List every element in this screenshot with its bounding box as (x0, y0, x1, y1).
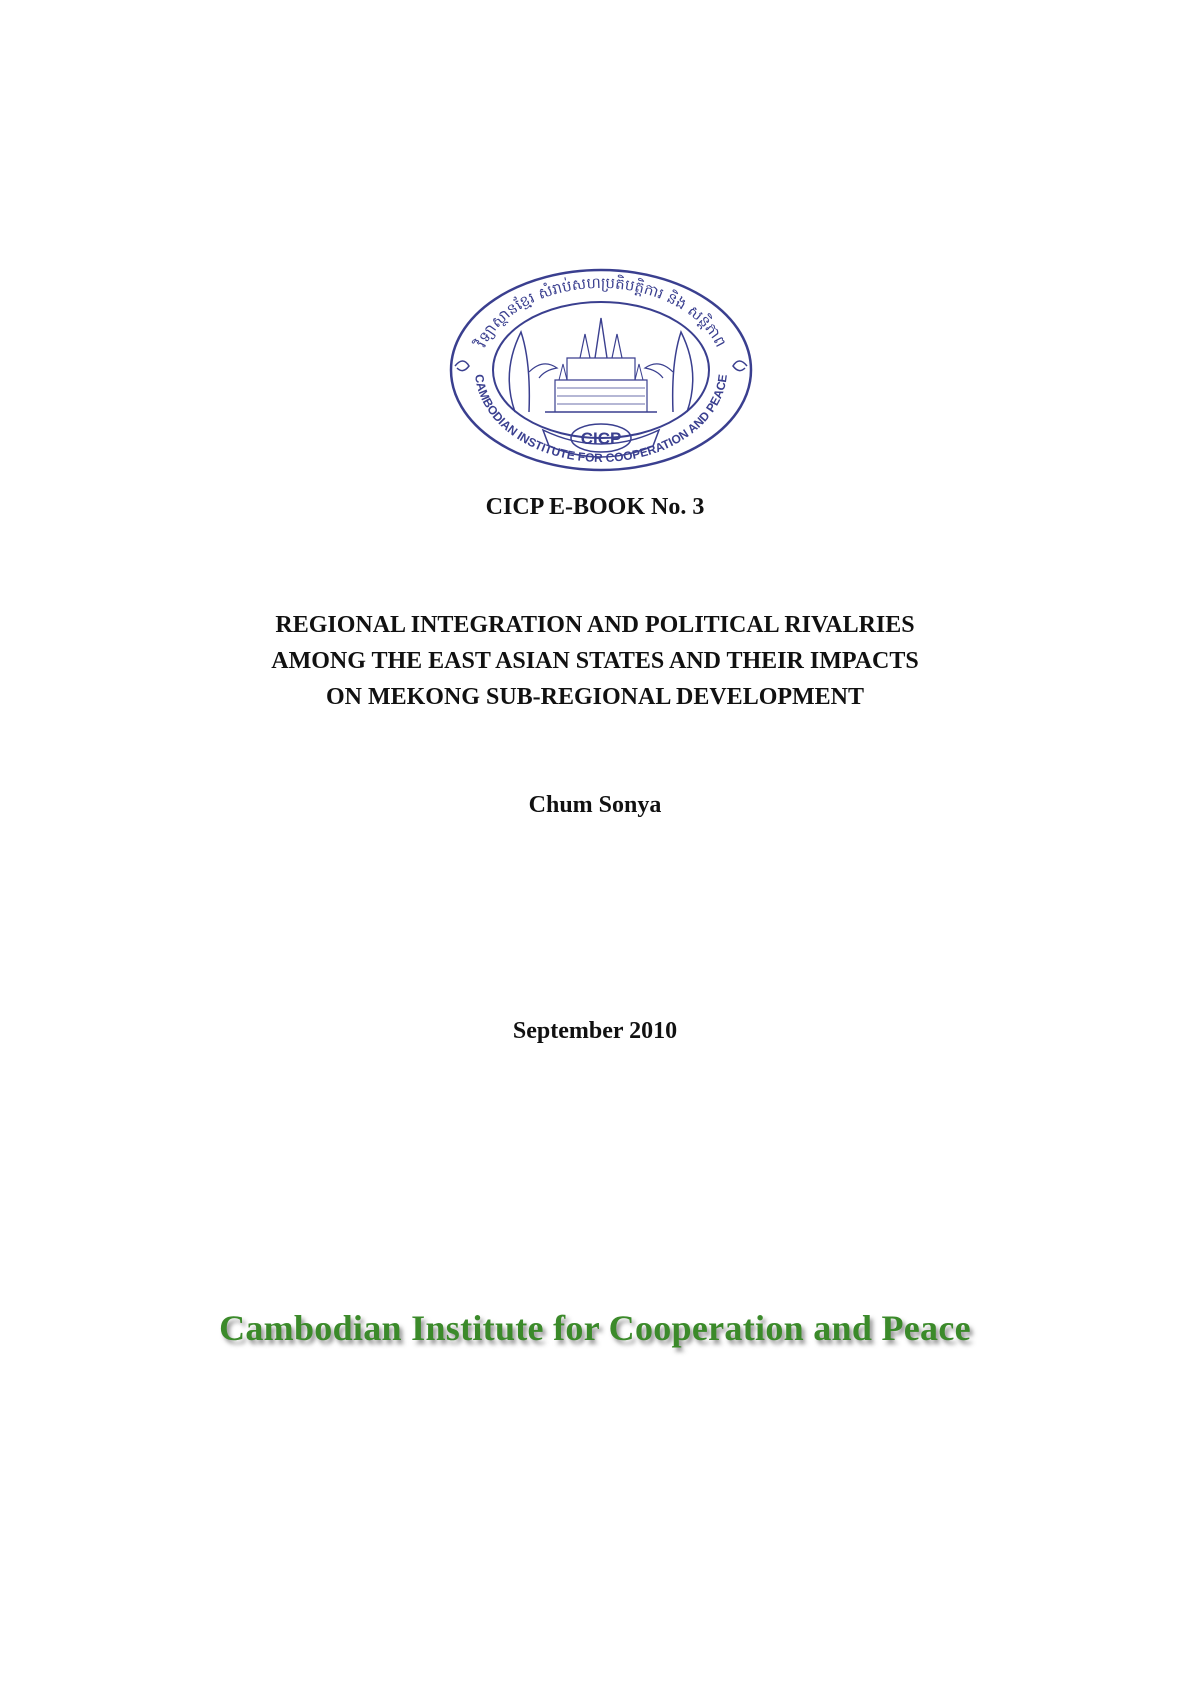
document-title (150, 607, 1040, 715)
title-line-3: ON MEKONG SUB-REGIONAL DEVELOPMENT (325, 684, 865, 710)
logo-khmer-text: វិទ្យាស្ថានខ្មែរ សំរាប់សហប្រតិបត្តិការ និង សន្តិភាព (472, 273, 730, 351)
cicp-logo (445, 262, 757, 472)
author-name: Chum Sonya (528, 792, 662, 818)
title-line-1: REGIONAL INTEGRATION AND POLITICAL RIVALRIES (275, 612, 915, 638)
series-number: CICP E-BOOK No. 3 (485, 494, 705, 520)
logo-english-text: CAMBODIAN INSTITUTE FOR COOPERATION AND PEACE (472, 373, 730, 466)
publication-date: September 2010 (512, 1018, 678, 1044)
logo-acronym: CICP (580, 429, 622, 448)
publisher-name: Cambodian Institute for Cooperation and Peace (219, 1308, 971, 1348)
title-line-2: AMONG THE EAST ASIAN STATES AND THEIR IMPACTS (271, 648, 919, 674)
